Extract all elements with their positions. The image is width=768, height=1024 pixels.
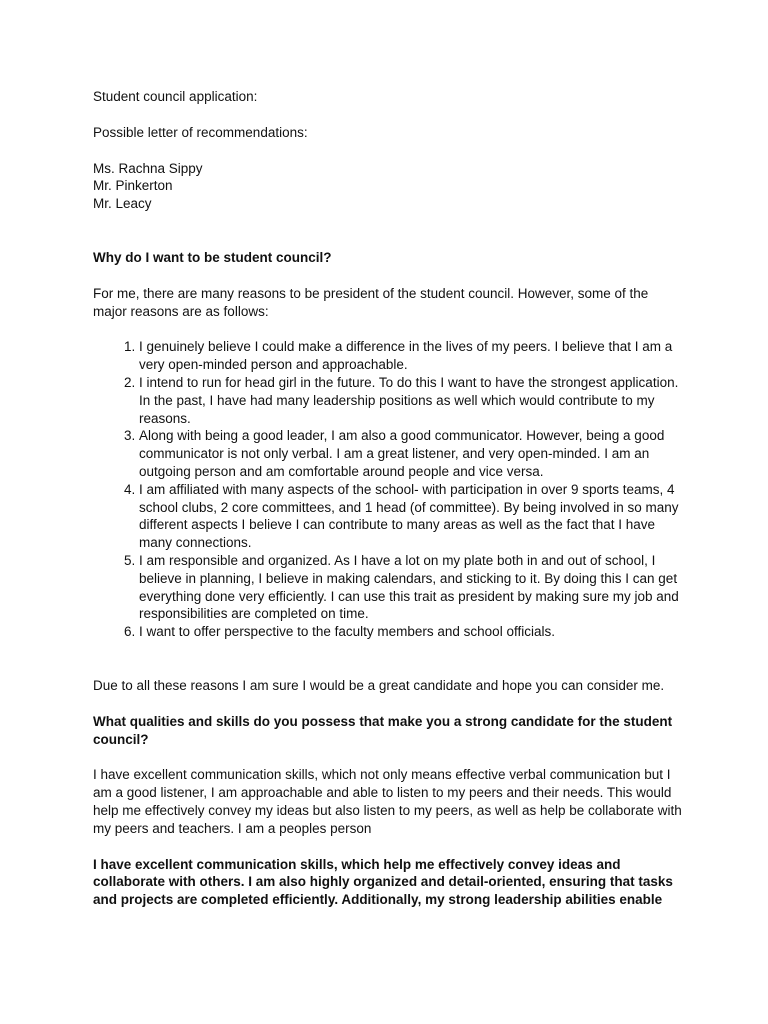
reason-item: 5. I am responsible and organized. As I have a lot on my plate both in and out of school, I believe in planning, I believe in making calendars, and sticking to it. By doing this I can get everything done very efficiently. I can use this trait as president by making sure my job and responsibilities are completed on time. <box>139 552 683 623</box>
question1-heading: Why do I want to be student council? <box>93 249 332 265</box>
recommender-list <box>93 160 683 213</box>
recommender-name: Mr. Pinkerton <box>93 178 173 194</box>
spacer <box>93 106 683 124</box>
spacer <box>93 267 683 285</box>
recommender-name: Ms. Rachna Sippy <box>93 160 203 176</box>
question2-bold-answer: I have excellent communication skills, which help me effectively convey ideas and collaborate with others. I am also highly organized and detail-oriented, ensuring that tasks and projects are completed efficiently. Additionally, my strong leadership abilities enable <box>93 856 673 908</box>
reason-item: 6. I want to offer perspective to the faculty members and school officials. <box>139 623 683 641</box>
reason-item: 2. I intend to run for head girl in the future. To do this I want to have the strongest application. In the past, I have had many leadership positions as well which would contribute to my reasons. <box>139 374 683 427</box>
spacer <box>93 748 683 766</box>
recommender-name: Mr. Leacy <box>93 196 152 212</box>
question1-intro: For me, there are many reasons to be president of the student council. However, some of the major reasons are as follows: <box>93 285 649 319</box>
reasons-list <box>93 338 683 641</box>
reason-item: 1. I genuinely believe I could make a difference in the lives of my peers. I believe that I am a very open-minded person and approachable. <box>139 338 683 374</box>
question2-heading: What qualities and skills do you possess that make you a strong candidate for the student council? <box>93 713 673 747</box>
application-title: Student council application: <box>93 89 258 104</box>
reason-item: 4. I am affiliated with many aspects of the school- with participation in over 9 sports teams, 4 school clubs, 2 core committees, and 1 head (of committee). By being involved in so many different aspects I believe I can contribute to many areas as well as the fact that I have many connections. <box>139 481 683 552</box>
document-page <box>93 88 683 909</box>
spacer <box>93 641 683 677</box>
spacer <box>93 838 683 856</box>
spacer <box>93 213 683 249</box>
recommendations-heading: Possible letter of recommendations: <box>93 124 308 140</box>
spacer <box>93 142 683 160</box>
question1-conclusion: Due to all these reasons I am sure I would be a great candidate and hope you can consider me. <box>93 677 665 693</box>
spacer <box>93 320 683 338</box>
question2-answer: I have excellent communication skills, which not only means effective verbal communication but I am a good listener, I am approachable and able to listen to my peers and their needs. This would help me effectively convey my ideas but also listen to my peers, as well as help be collaborate with my peers and teachers. I am a peoples person <box>93 767 682 836</box>
reason-item: 3. Along with being a good leader, I am also a good communicator. However, being a good communicator is not only verbal. I am a great listener, and very open-minded. I am an outgoing person and am comfortable around people and vice versa. <box>139 427 683 480</box>
spacer <box>93 695 683 713</box>
